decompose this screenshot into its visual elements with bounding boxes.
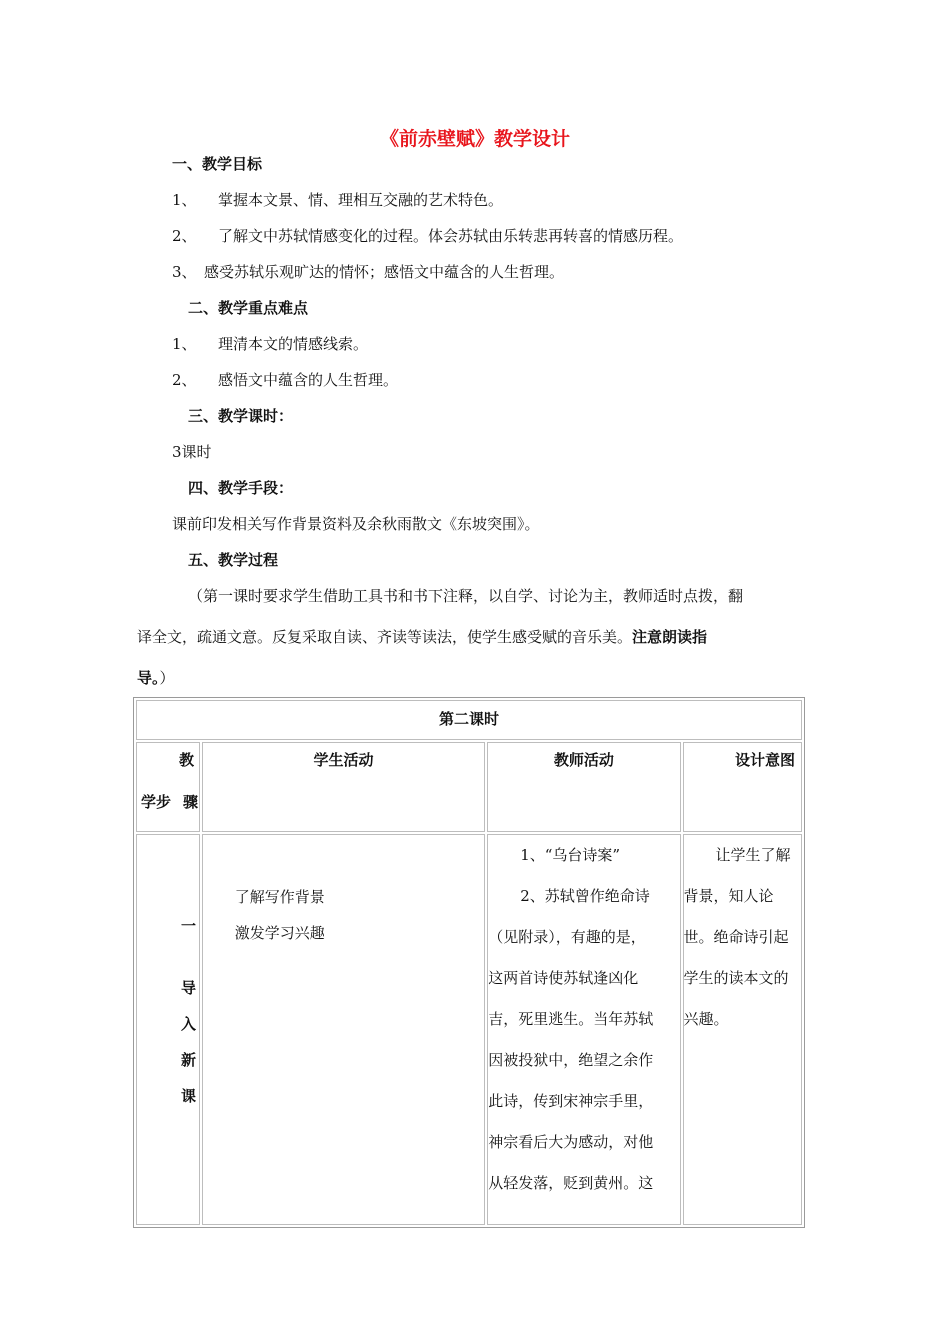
item-number: 1、 xyxy=(172,335,197,353)
student-activity-line: 了解写作背景 xyxy=(234,888,325,906)
goal-item xyxy=(172,189,503,210)
item-number: 2、 xyxy=(172,371,197,389)
bold-text: 导。 xyxy=(137,669,160,687)
teacher-activity-line: 2、苏轼曾作绝命诗 xyxy=(520,887,650,905)
teacher-activity-line: 1、“乌台诗案” xyxy=(520,846,621,864)
teacher-activity-line: 因被投狱中，绝望之余作 xyxy=(488,1051,654,1069)
step-char: 入 xyxy=(181,1015,197,1033)
design-intent-cell xyxy=(683,834,802,1225)
design-intent-line: 背景，知人论 xyxy=(683,887,774,905)
header-student-activity: 学生活动 xyxy=(202,742,485,832)
step-char: 课 xyxy=(181,1087,197,1105)
heading-teaching-goals: 一、教学目标 xyxy=(172,155,263,173)
header-step xyxy=(136,742,200,832)
plain-text: 译全文，疏通文意。反复采取自读、齐读等读法，使学生感受赋的音乐美。 xyxy=(137,628,633,646)
heading-teaching-process: 五、教学过程 xyxy=(188,551,279,569)
teacher-activity-line: 神宗看后大为感动，对他 xyxy=(488,1133,654,1151)
teacher-activity-line: （见附录），有趣的是， xyxy=(488,928,646,946)
item-text: 掌握本文景、情、理相互交融的艺术特色。 xyxy=(218,191,504,209)
lesson-table xyxy=(133,697,805,1228)
item-text: 了解文中苏轼情感变化的过程。体会苏轼由乐转悲再转喜的情感历程。 xyxy=(218,227,684,245)
student-activity-line: 激发学习兴趣 xyxy=(234,924,325,942)
step-char: 一 xyxy=(181,917,197,935)
process-intro-line xyxy=(137,667,175,688)
header-step-text: 骤 xyxy=(183,793,199,811)
goal-item xyxy=(172,225,683,246)
step-char: 导 xyxy=(181,979,197,997)
process-intro-line: （第一课时要求学生借助工具书和书下注释，以自学、讨论为主，教师适时点拨，翻 xyxy=(188,587,744,605)
teacher-activity-line: 此诗，传到宋神宗手里， xyxy=(488,1092,654,1110)
teacher-activity-line: 这两首诗使苏轼逢凶化 xyxy=(488,969,639,987)
bold-text: 注意朗读指 xyxy=(632,628,708,646)
heading-key-points: 二、教学重点难点 xyxy=(188,299,309,317)
step-char: 新 xyxy=(181,1051,197,1069)
plain-text: ） xyxy=(159,669,175,687)
design-intent-line: 世。绝命诗引起 xyxy=(683,928,789,946)
document-title: 《前赤壁赋》教学设计 xyxy=(379,128,570,150)
key-point-item xyxy=(172,333,368,354)
design-intent-line: 学生的读本文的 xyxy=(683,969,789,987)
design-intent-line: 兴趣。 xyxy=(683,1010,729,1028)
teacher-activity-line: 吉，死里逃生。当年苏轼 xyxy=(488,1010,654,1028)
goal-item xyxy=(172,261,564,282)
table-caption: 第二课时 xyxy=(136,700,802,740)
item-text: 感受苏轼乐观旷达的情怀；感悟文中蕴含的人生哲理。 xyxy=(204,263,565,281)
design-intent-line: 让学生了解 xyxy=(715,846,791,864)
item-text: 理清本文的情感线索。 xyxy=(218,335,369,353)
teacher-activity-cell xyxy=(487,834,680,1225)
heading-teaching-means: 四、教学手段： xyxy=(188,479,294,497)
process-intro-line xyxy=(137,626,707,647)
item-number: 1、 xyxy=(172,191,197,209)
item-text: 感悟文中蕴含的人生哲理。 xyxy=(218,371,399,389)
item-number: 3、 xyxy=(172,263,197,281)
heading-class-hours: 三、教学课时： xyxy=(188,407,294,425)
header-design-intent: 设计意图 xyxy=(683,742,802,832)
header-step-text: 学步 xyxy=(141,793,172,811)
header-step-text: 教 xyxy=(179,751,195,769)
teaching-means-text: 课前印发相关写作背景资料及余秋雨散文《东坡突围》。 xyxy=(172,515,540,533)
header-teacher-activity: 教师活动 xyxy=(487,742,680,832)
student-activity-cell xyxy=(202,834,485,1225)
item-number: 2、 xyxy=(172,227,197,245)
class-hours-text: 3课时 xyxy=(172,443,212,461)
step-cell xyxy=(136,834,200,1225)
key-point-item xyxy=(172,369,398,390)
teacher-activity-line: 从轻发落，贬到黄州。这 xyxy=(488,1174,654,1192)
